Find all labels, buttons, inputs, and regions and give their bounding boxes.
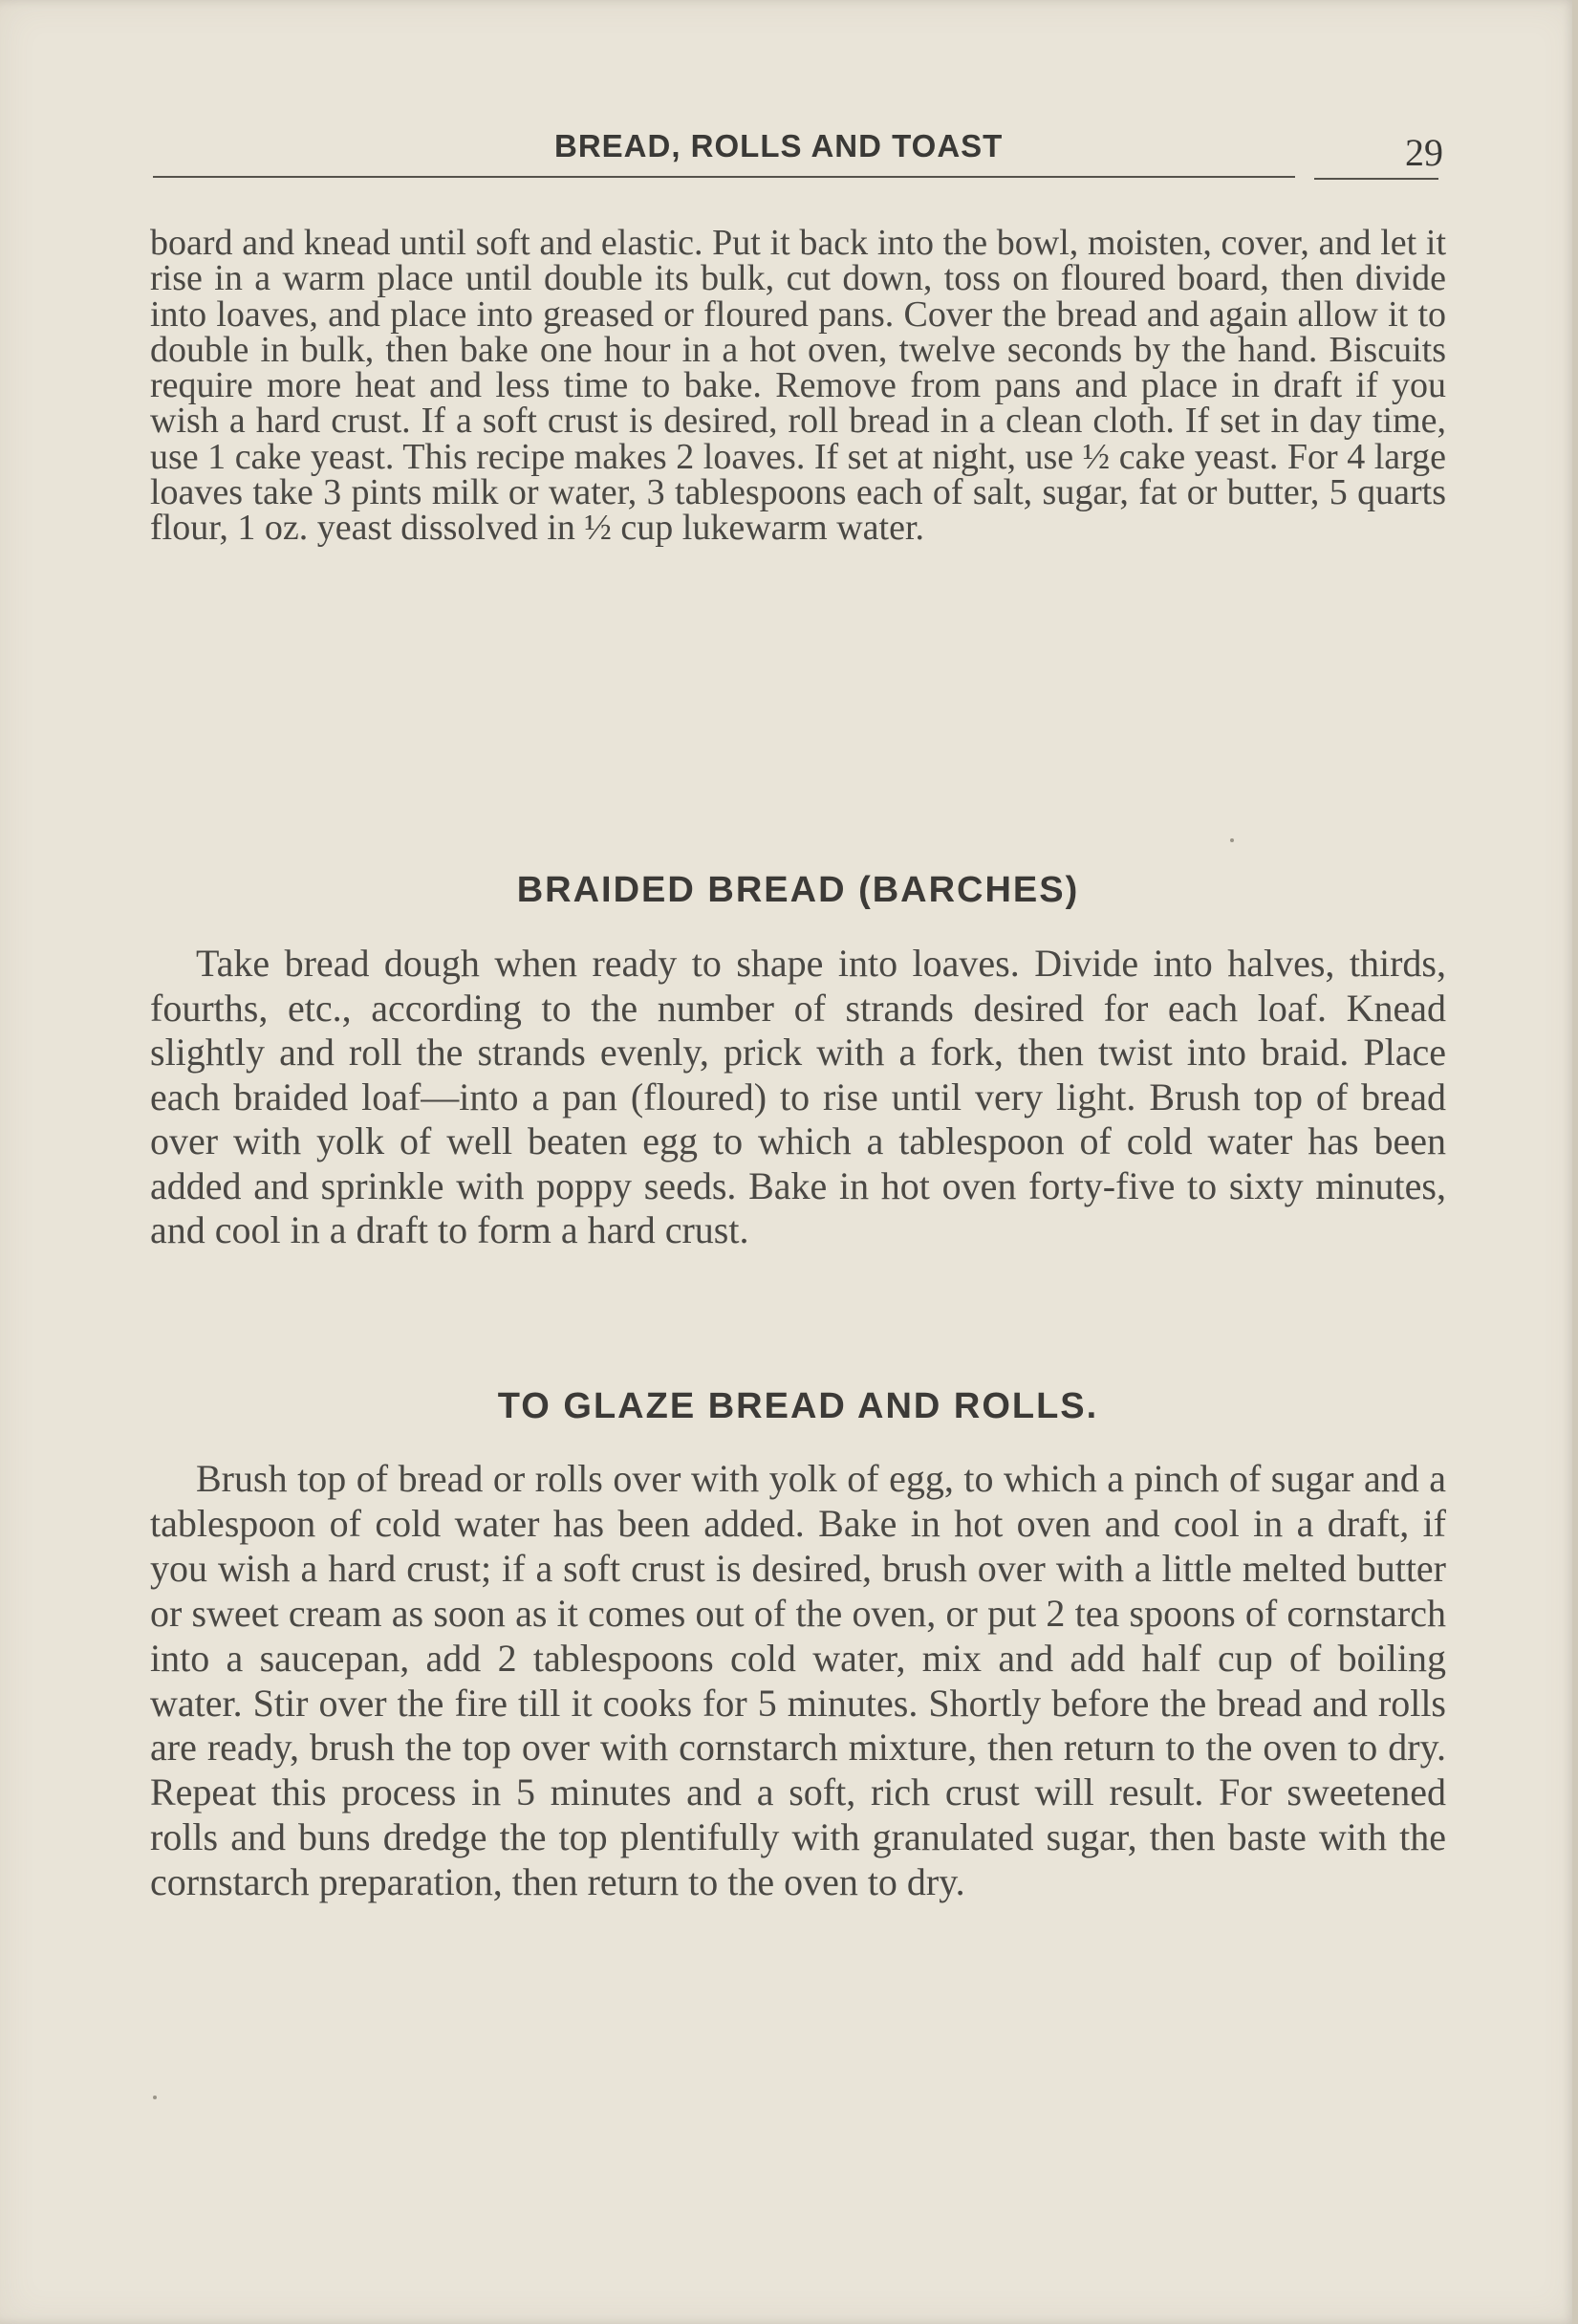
paragraph-braided-bread: Take bread dough when ready to shape into loaves. Divide into halves, thirds, fourths, etc., according to the number of strands desired for each loaf. Knead slightly and roll the strands evenly, prick with a fork, then twist into braid. Place each braided loaf—into a pan (floured) to rise until very light. Brush top of bread over with yolk of well beaten egg to which a tablespoon of cold water has been added and sprinkle with poppy seeds. Bake in hot oven forty-five to sixty minutes, and cool in a draft to form a hard crust. bbox=[150, 942, 1446, 1251]
continued-paragraph: board and knead until soft and elastic. Put it back into the bowl, moisten, cover, and let it rise in a warm place until double its bulk, cut down, toss on floured board, then divide into loaves, and place into greased or floured pans. Cover the bread and again allow it to double in bulk, then bake one hour in a hot oven, twelve seconds by the hand. Biscuits require more heat and less time to bake. Remove from pans and place in draft if you wish a hard crust. If a soft crust is desired, roll bread in a clean cloth. If set in day time, use 1 cake yeast. This recipe makes 2 loaves. If set at night, use ½ cake yeast. For 4 large loaves take 3 pints milk or water, 3 tablespoons each of salt, sugar, fat or butter, 5 quarts flour, 1 oz. yeast dissolved in ½ cup lukewarm water. bbox=[150, 223, 1446, 549]
section-heading-braided-bread: BRAIDED BREAD (BARCHES) bbox=[516, 870, 1080, 910]
paper-speck bbox=[153, 2096, 157, 2099]
header-rule bbox=[153, 176, 1295, 178]
header-rule-right bbox=[1314, 178, 1438, 180]
paragraph-glaze: Brush top of bread or rolls over with yolk of egg, to which a pinch of sugar and a tablespoon of cold water has been added. Bake in hot oven and cool in a draft, if you wish a hard crust; if a soft crust is desired, brush over with a little melted butter or sweet cream as soon as it comes out of the oven, or put 2 tea spoons of cornstarch into a saucepan, add 2 tablespoons cold water, mix and add half cup of boiling water. Stir over the fire till it cooks for 5 minutes. Shortly before the bread and rolls are ready, brush the top over with cornstarch mixture, then return to the oven to dry. Repeat this process in 5 minutes and a soft, rich crust will result. For sweetened rolls and buns dredge the top plentifully with granulated sugar, then baste with the cornstarch preparation, then return to the oven to dry. bbox=[150, 1457, 1446, 1904]
page-number: 29 bbox=[1405, 131, 1443, 174]
paper-speck bbox=[1230, 838, 1234, 842]
running-head bbox=[153, 122, 1453, 189]
running-head-title: BREAD, ROLLS AND TOAST bbox=[554, 128, 1004, 163]
section-heading-glaze: TO GLAZE BREAD AND ROLLS. bbox=[497, 1386, 1099, 1426]
page-edge bbox=[1572, 0, 1578, 2324]
